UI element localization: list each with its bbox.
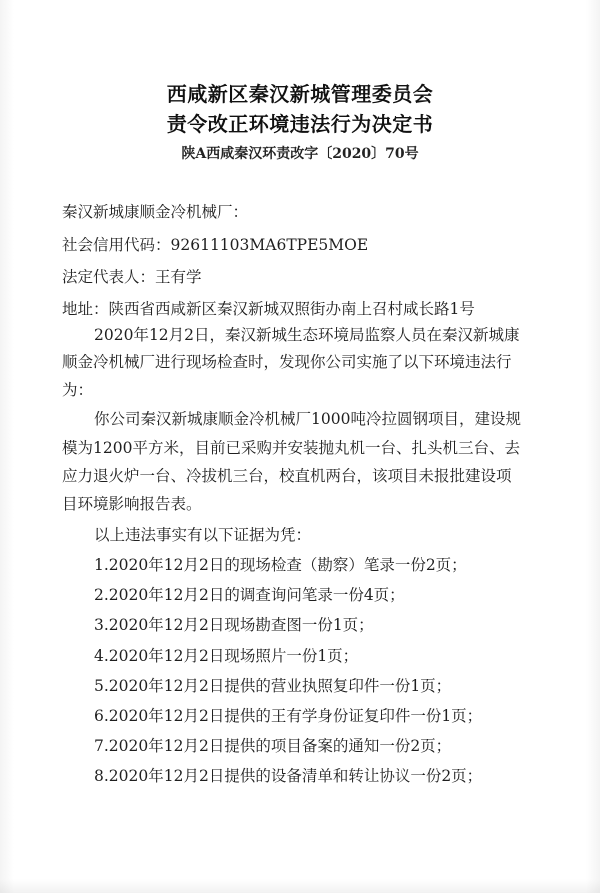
document-number: 陕A西咸秦汉环责改字〔2020〕70号 <box>181 146 419 162</box>
document-title-line-2: 责令改正环境违法行为决定书 <box>166 112 434 136</box>
evidence-item: 3.2020年12月2日现场勘查图一份1页； <box>94 616 374 634</box>
legal-representative: 法定代表人：王有学 <box>62 268 202 286</box>
address: 地址：陕西省西咸新区秦汉新城双照街办南上召村咸长路1号 <box>62 300 475 318</box>
page-edge-shadow <box>0 879 600 893</box>
credit-code: 社会信用代码：92611103MA6TPE5MOE <box>62 236 369 254</box>
paragraph-2-line-4: 目环境影响报告表。 <box>62 495 202 513</box>
evidence-item: 6.2020年12月2日提供的王有学身份证复印件一份1页； <box>94 707 483 725</box>
paragraph-2-line-2: 模为1200平方米，目前已采购并安装抛丸机一台、扎头机三台、去 <box>62 439 520 457</box>
evidence-item: 7.2020年12月2日提供的项目备案的通知一份2页； <box>94 737 452 755</box>
paragraph-1-line-1: 2020年12月2日，秦汉新城生态环境局监察人员在秦汉新城康 <box>94 326 520 344</box>
evidence-item: 5.2020年12月2日提供的营业执照复印件一份1页； <box>94 677 452 695</box>
paragraph-2-line-3: 应力退火炉一台、冷拔机三台，校直机两台，该项目未报批建设项 <box>62 467 512 485</box>
evidence-item: 1.2020年12月2日的现场检查（勘察）笔录一份2页； <box>94 556 467 574</box>
evidence-item: 4.2020年12月2日现场照片一份1页； <box>94 647 359 665</box>
paragraph-2-line-1: 你公司秦汉新城康顺金冷机械厂1000吨冷拉圆钢项目，建设规 <box>94 410 521 428</box>
evidence-intro: 以上违法事实有以下证据为凭： <box>94 526 312 544</box>
document-title-line-1: 西咸新区秦汉新城管理委员会 <box>166 82 434 106</box>
evidence-item: 2.2020年12月2日的调查询问笔录一份4页； <box>94 586 405 604</box>
paragraph-1-line-2: 顺金冷机械厂进行现场检查时，发现你公司实施了以下环境违法行 <box>62 353 512 371</box>
paragraph-1-line-3: 为： <box>62 381 94 399</box>
evidence-item: 8.2020年12月2日提供的设备清单和转让协议一份2页； <box>94 767 483 785</box>
recipient-name: 秦汉新城康顺金冷机械厂： <box>62 203 249 221</box>
